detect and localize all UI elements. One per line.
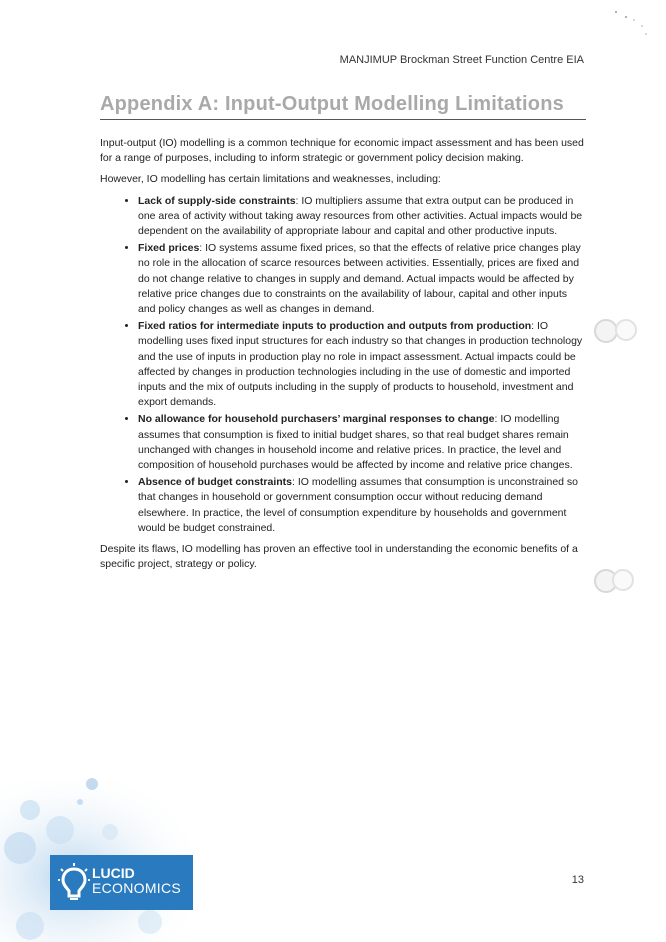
scan-artifact-dots	[612, 8, 652, 38]
appendix-title: Appendix A: Input-Output Modelling Limitations	[100, 93, 586, 120]
logo-line-1: LUCID	[92, 865, 135, 881]
list-item-term: Absence of budget constraints	[138, 476, 293, 489]
document-header: MANJIMUP Brockman Street Function Centre EIA	[339, 54, 584, 66]
list-item-text: : IO modelling uses fixed input structures for each industry so that changes in production technology and the use of inputs in production play no role in impact assessment. Actual impacts could be affected by changes in production technologies including in the use of domestic and imported inputs and the mix of outputs including in the supply of products to household, investment and export demands.	[138, 320, 583, 409]
list-item-term: Fixed ratios for intermediate inputs to production and outputs from production	[138, 320, 532, 333]
punch-hole-icon	[591, 316, 647, 346]
list-item-text: : IO multipliers assume that extra output can be produced in one area of activity without taking away resources from other activities. Actual impacts would be dependent on the availability of appropriate labour and capital and other productive inputs.	[138, 194, 583, 238]
list-item	[138, 241, 586, 317]
list-item-term: Lack of supply-side constraints	[138, 194, 296, 207]
list-item-term: Fixed prices	[138, 242, 200, 255]
list-item	[138, 412, 586, 473]
intro-paragraph-2: However, IO modelling has certain limitations and weaknesses, including:	[100, 173, 441, 186]
list-item	[138, 475, 586, 536]
logo-line-2: ECONOMICS	[92, 880, 182, 896]
logo-background-pattern	[0, 760, 210, 942]
list-item	[138, 194, 586, 240]
limitations-list	[100, 194, 586, 536]
page-number: 13	[571, 874, 584, 886]
intro-paragraph-1: Input-output (IO) modelling is a common technique for economic impact assessment and has been used for a range of purposes, including to inform strategic or government policy decision making.	[100, 137, 584, 165]
punch-hole-icon	[591, 566, 647, 596]
list-item-term: No allowance for household purchasers’ marginal responses to change	[138, 413, 495, 426]
list-item-text: : IO modelling assumes that consumption is fixed to initial budget shares, so that real budget shares remain unchanged with changes in household income and relative prices. In practice, the level and composition of household purchases would be affected by income and relative price changes.	[138, 413, 573, 472]
conclusion-paragraph: Despite its flaws, IO modelling has proven an effective tool in understanding the economic benefits of a specific project, strategy or policy.	[100, 543, 578, 571]
logo-wordmark	[92, 866, 181, 896]
list-item-text: : IO systems assume fixed prices, so that the effects of relative price changes play no role in the allocation of scarce resources between activities. Essentially, prices are fixed and do not change relative to changes in supply and demand. Actual impacts would be affected by relative price changes due to constraints on the availability of labour, capital and other inputs and policy changes as well as changes in demand.	[138, 242, 581, 316]
lightbulb-logo-icon	[58, 863, 90, 903]
list-item	[138, 319, 586, 410]
appendix-body	[100, 136, 586, 578]
list-item-text: : IO modelling assumes that consumption is unconstrained so that changes in household or government consumption occur without reducing demand elsewhere. In practice, the level of consumption expenditure by households and government would be budget constrained.	[138, 476, 579, 534]
